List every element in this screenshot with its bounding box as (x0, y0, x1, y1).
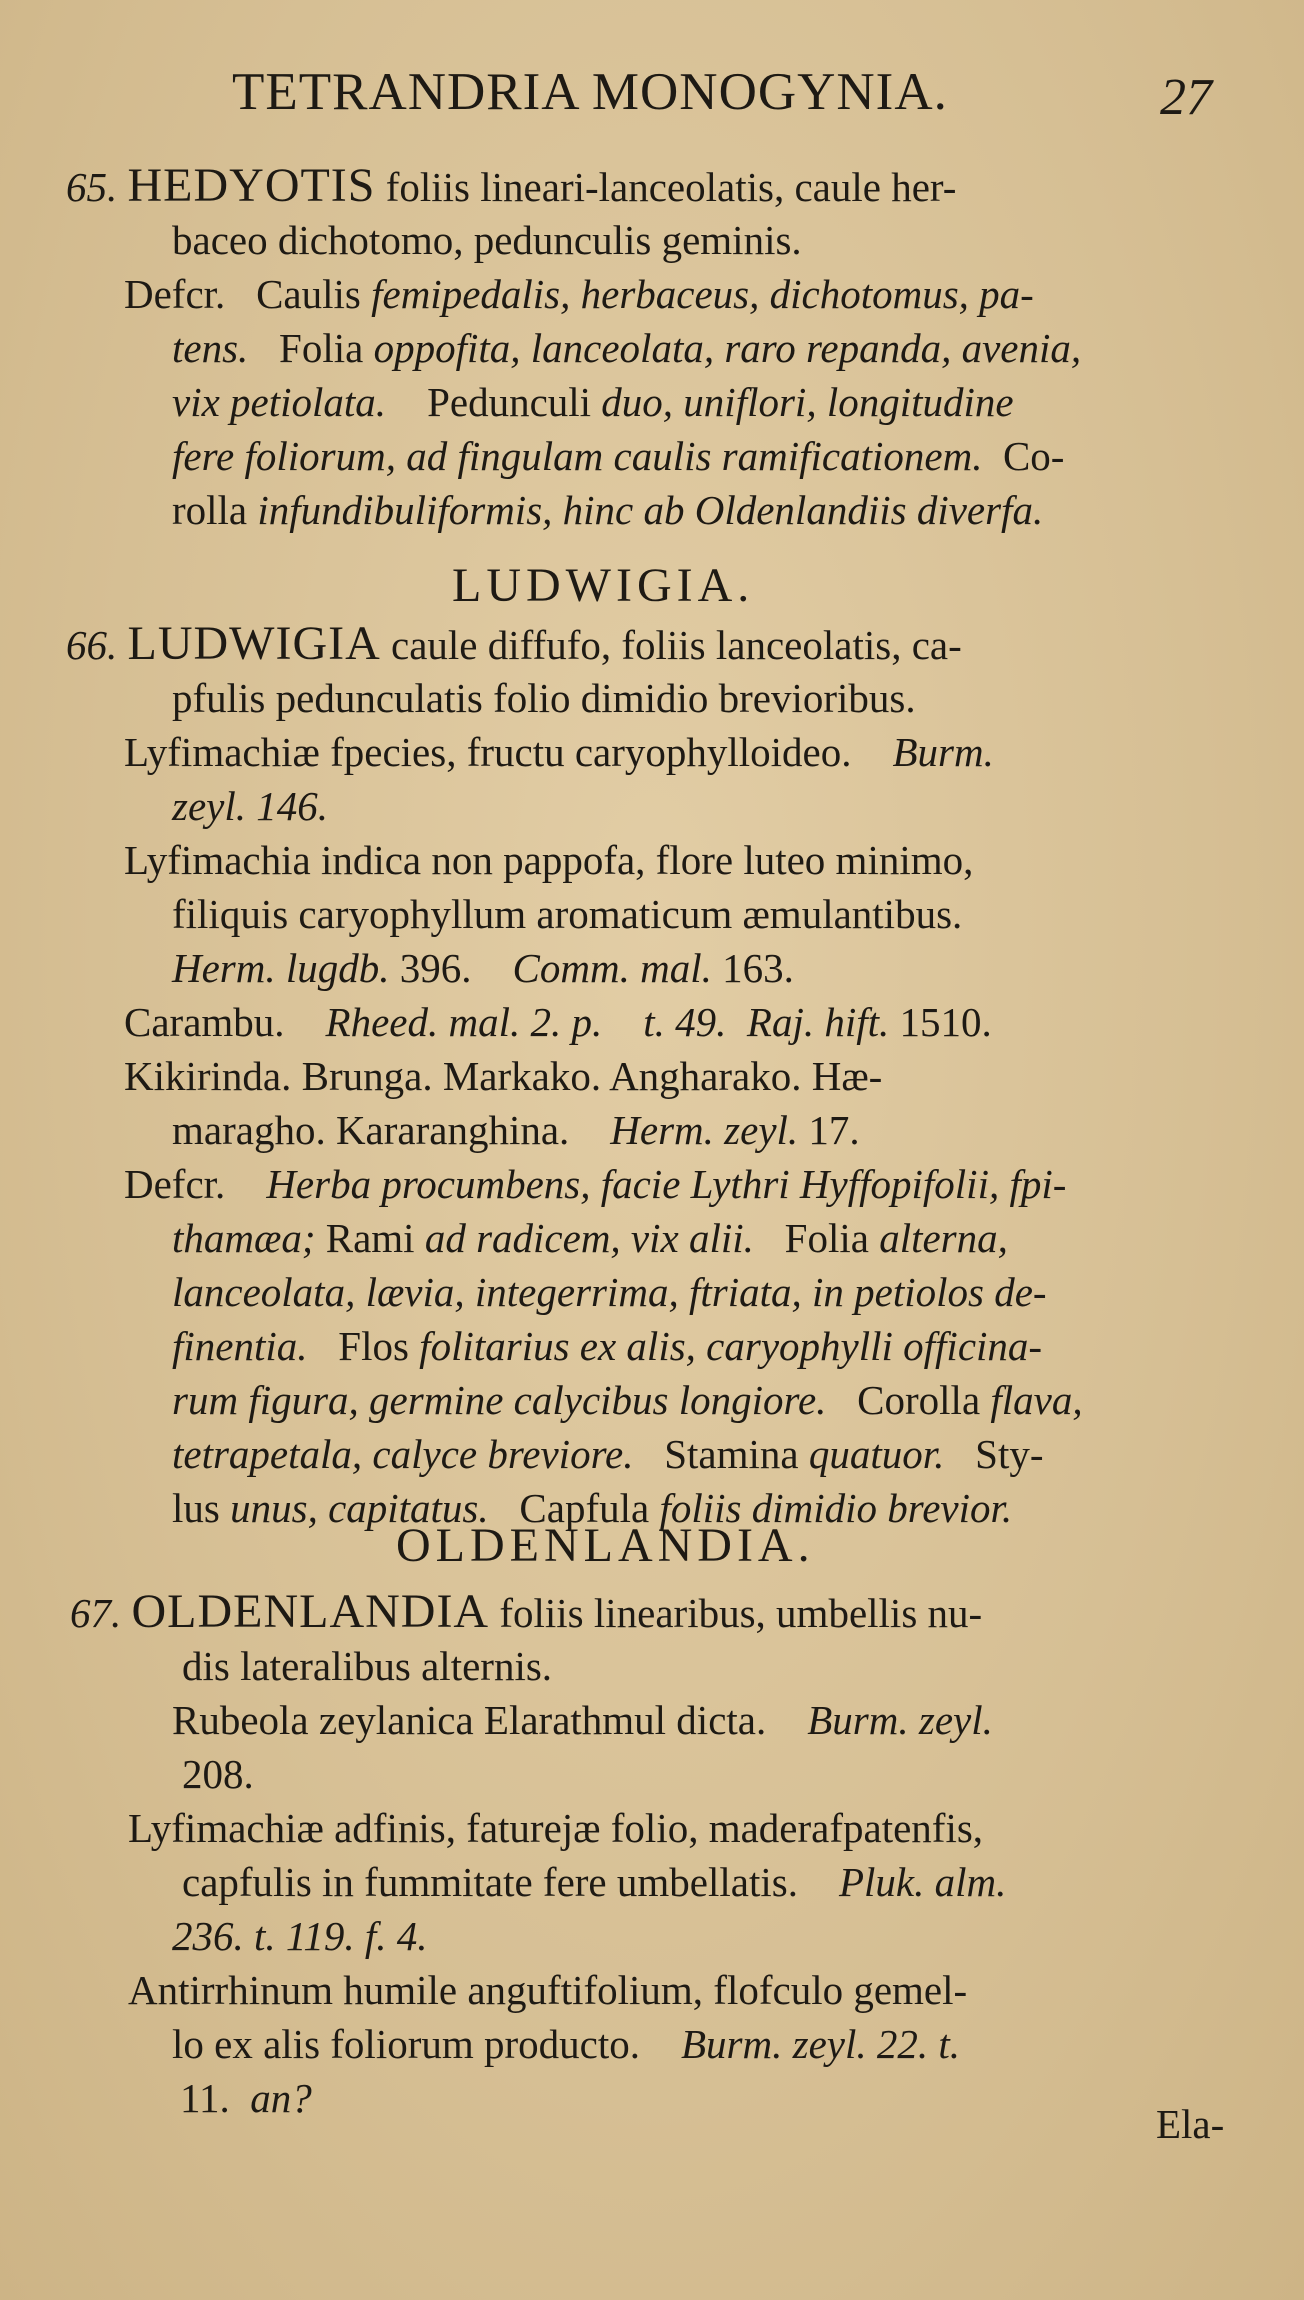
synonym-text: lo ex alis foliorum producto. (172, 2021, 640, 2067)
organ-term: Flos (338, 1323, 409, 1369)
organ-term: Caulis (256, 271, 361, 317)
description-italic: oppofita, lanceolata, raro repanda, avenia, (373, 325, 1082, 371)
description-italic: folitarius ex alis, caryophylli officina- (419, 1323, 1043, 1369)
citation-italic: Herm. lugdb. (172, 945, 390, 991)
entry-66-line-14 (172, 1320, 1042, 1372)
citation-italic: Burm. zeyl. 22. t. (681, 2021, 960, 2067)
entry-65-line-2: baceo dichotomo, pedunculis geminis. (172, 217, 802, 263)
citation-italic: Raj. hift. (746, 999, 890, 1045)
species-name: LUDWIGIA (127, 617, 381, 670)
organ-term: Co- (1002, 433, 1065, 479)
entry-66-line-16 (172, 1428, 1044, 1480)
entry-67-line-5: Lyfimachiæ adfinis, faturejæ folio, maderafpatenfis, (128, 1805, 984, 1851)
description-italic: thamæa; (172, 1215, 316, 1261)
entry-65-line-7 (172, 484, 1043, 536)
citation-number: 396. (399, 945, 472, 991)
entry-65-line-5 (172, 376, 1014, 428)
diagnosis-text: caule diffufo, foliis lanceolatis, ca- (391, 622, 962, 668)
citation-number: 1510. (899, 999, 992, 1045)
synonym-text: capfulis in fummitate fere umbellatis. (182, 1859, 798, 1905)
description-italic: quatuor. (808, 1431, 945, 1477)
descr-label: Defcr. (124, 271, 226, 317)
entry-66-line-9: Kikirinda. Brunga. Markako. Angharako. Hæ- (124, 1053, 883, 1099)
species-name: OLDENLANDIA (131, 1585, 490, 1638)
entry-65-line-4 (172, 322, 1081, 374)
citation-italic: Comm. mal. (512, 945, 712, 991)
species-name: HEDYOTIS (127, 159, 376, 212)
entry-66-line-6: filiquis caryophyllum aromaticum æmulantibus. (172, 891, 963, 937)
entry-67-line-7 (172, 1910, 428, 1962)
entry-number: 66. (66, 622, 118, 668)
entry-66-line-1 (66, 618, 962, 671)
synonym-text: Lyfimachiæ fpecies, fructu caryophylloideo. (124, 729, 852, 775)
description-italic: alterna, (879, 1215, 1008, 1261)
citation-italic: Herm. zeyl. (610, 1107, 799, 1153)
description-italic: rum figura, germine calycibus longiore. (172, 1377, 827, 1423)
description-italic: vix petiolata. (172, 379, 387, 425)
entry-67-line-2: dis lateralibus alternis. (182, 1643, 553, 1689)
vernacular-name: maragho. Kararanghina. (172, 1107, 570, 1153)
organ-term: Rami (325, 1215, 415, 1261)
citation-italic: Pluk. alm. (838, 1859, 1007, 1905)
entry-66-line-15 (172, 1374, 1083, 1426)
description-italic: Herba procumbens, facie Lythri Hyffopifolii, fpi- (266, 1161, 1067, 1207)
citation-number: 11. (180, 2075, 230, 2121)
entry-65-line-3 (124, 268, 1034, 320)
description-italic: duo, uniflori, longitudine (601, 379, 1014, 425)
citation-italic: an? (250, 2075, 312, 2121)
entry-66-line-5: Lyfimachia indica non pappofa, flore luteo minimo, (124, 837, 974, 883)
description-italic: ad radicem, vix alii. (424, 1215, 754, 1261)
entry-66-line-8 (124, 996, 992, 1048)
entry-number: 65. (66, 164, 118, 210)
diagnosis-text: foliis linearibus, umbellis nu- (499, 1590, 983, 1636)
organ-term: rolla (172, 487, 248, 533)
entry-65-line-6 (172, 430, 1064, 482)
entry-66-line-11 (124, 1158, 1066, 1210)
vernacular-name: Carambu. (124, 999, 285, 1045)
entry-65-line-1 (66, 160, 956, 213)
entry-67-line-3 (172, 1694, 993, 1746)
organ-term: Corolla (857, 1377, 981, 1423)
entry-number: 67. (70, 1590, 122, 1636)
diagnosis-text: foliis lineari-lanceolatis, caule her- (385, 164, 957, 210)
description-italic: finentia. (172, 1323, 308, 1369)
organ-term: Folia (784, 1215, 869, 1261)
entry-67-line-10 (180, 2072, 312, 2124)
entry-67-line-6 (182, 1856, 1006, 1908)
organ-term: Sty- (975, 1431, 1044, 1477)
organ-term: Capfula (519, 1485, 650, 1531)
description-italic: foliis dimidio brevior. (659, 1485, 1013, 1531)
entry-66-line-10 (172, 1104, 860, 1156)
entry-66-line-12 (172, 1212, 1008, 1264)
organ-term: Stamina (664, 1431, 799, 1477)
genus-heading-oldenlandia: OLDENLANDIA. (396, 1519, 815, 1572)
page-number: 27 (1160, 69, 1212, 126)
description-italic: fere foliorum, ad fingulam caulis ramificationem. (172, 433, 983, 479)
description-italic: flava, (990, 1377, 1083, 1423)
page-header (0, 62, 1304, 132)
catchword: Ela- (1156, 2101, 1225, 2147)
organ-term: lus (172, 1485, 220, 1531)
citation-italic: zeyl. 146. (172, 783, 328, 829)
genus-heading-ludwigia: LUDWIGIA. (452, 559, 755, 612)
citation-italic: t. 49. (643, 999, 727, 1045)
entry-66-line-13 (172, 1266, 1047, 1318)
description-italic: unus, capitatus. (230, 1485, 489, 1531)
entry-66-line-2: pfulis pedunculatis folio dimidio brevioribus. (172, 675, 916, 721)
citation-italic: 236. t. 119. f. 4. (172, 1913, 428, 1959)
entry-67-line-8: Antirrhinum humile anguftifolium, flofculo gemel- (128, 1967, 968, 2013)
entry-67-line-9 (172, 2018, 960, 2070)
entry-67-line-1 (70, 1586, 982, 1639)
description-italic: lanceolata, lævia, integerrima, ftriata, in petiolos de- (172, 1269, 1047, 1315)
entry-67-line-4: 208. (182, 1751, 254, 1797)
entry-66-line-3 (124, 726, 994, 778)
description-italic: femipedalis, herbaceus, dichotomus, pa- (371, 271, 1034, 317)
description-italic: tetrapetala, calyce breviore. (172, 1431, 634, 1477)
synonym-text: Rubeola zeylanica Elarathmul dicta. (172, 1697, 767, 1743)
citation-italic: Rheed. mal. 2. p. (325, 999, 603, 1045)
citation-number: 163. (722, 945, 794, 991)
entry-66-line-4 (172, 780, 328, 832)
organ-term: Folia (279, 325, 364, 371)
citation-italic: Burm. zeyl. (807, 1697, 993, 1743)
description-italic: infundibuliformis, hinc ab Oldenlandiis diverfa. (257, 487, 1044, 533)
running-title: TETRANDRIA MONOGYNIA. (232, 63, 948, 121)
citation-italic: Burm. (892, 729, 994, 775)
entry-66-line-7 (172, 942, 794, 994)
organ-term: Pedunculi (427, 379, 592, 425)
descr-label: Defcr. (124, 1161, 226, 1207)
citation-number: 17. (808, 1107, 860, 1153)
description-italic: tens. (172, 325, 249, 371)
